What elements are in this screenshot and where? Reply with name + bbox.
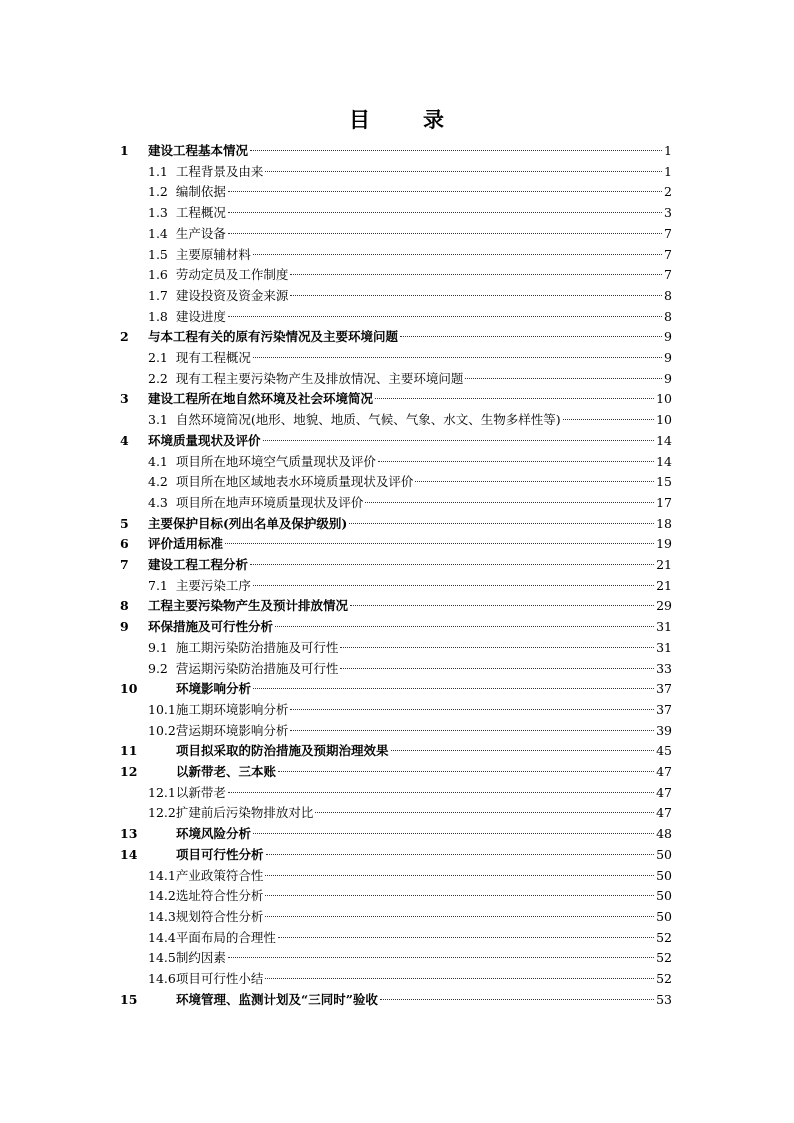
toc-entry-page: 48 [656, 826, 672, 842]
toc-entry[interactable] [0, 741, 794, 761]
title-char-1: 目 [349, 107, 371, 132]
toc-entry-label: 项目可行性小结 [175, 971, 264, 986]
toc-entry[interactable] [0, 990, 794, 1010]
toc-entry[interactable] [0, 700, 794, 720]
toc-entry[interactable] [0, 576, 794, 596]
toc-entry-number: 13 [120, 826, 138, 842]
toc-subentry-number: 10.2 [148, 722, 176, 738]
toc-entry-line [148, 576, 672, 596]
toc-entry-page: 50 [656, 867, 672, 883]
toc-subentry-number: 9.1 [148, 639, 168, 655]
toc-entry-page: 52 [656, 950, 672, 966]
toc-entry[interactable] [0, 307, 794, 327]
toc-entry-number: 2 [120, 329, 129, 345]
toc-subentry-number: 4.2 [148, 474, 168, 490]
toc-entry-label: 建设工程工程分析 [148, 557, 249, 572]
toc-entry-page: 18 [656, 515, 672, 531]
dot-leader [290, 730, 654, 731]
toc-entry-page: 50 [656, 888, 672, 904]
toc-subentry-number: 7.1 [148, 577, 168, 593]
toc-entry-label: 营运期污染防治措施及可行性 [175, 660, 339, 676]
toc-entry-label: 施工期污染防治措施及可行性 [175, 639, 339, 655]
dot-leader [265, 978, 654, 979]
toc-subentry-number: 1.1 [148, 163, 168, 179]
toc-entry-page: 52 [656, 971, 672, 986]
toc-entry-line [176, 679, 672, 699]
toc-entry-line [148, 721, 672, 741]
toc-entry-line [148, 182, 672, 202]
dot-leader [228, 233, 662, 234]
toc-entry[interactable] [0, 182, 794, 202]
toc-entry-number: 6 [120, 536, 129, 552]
dot-leader [275, 626, 654, 627]
toc-entry-line [148, 555, 672, 575]
toc-entry-line [148, 245, 672, 265]
toc-entry-label: 以新带老 [175, 784, 226, 800]
toc-entry-line [148, 369, 672, 389]
toc-entry-page: 1 [664, 143, 672, 158]
toc-entry-line [148, 928, 672, 948]
toc-entry-line [148, 534, 672, 554]
toc-entry-line [176, 824, 672, 844]
toc-entry-label: 环境影响分析 [176, 681, 252, 697]
toc-entry-line [148, 389, 672, 409]
toc-entry-line [148, 203, 672, 223]
toc-entry-page: 47 [656, 805, 672, 821]
toc-entry-line [148, 866, 672, 886]
toc-entry[interactable] [0, 472, 794, 492]
dot-leader [265, 895, 654, 896]
toc-entry-page: 10 [656, 412, 672, 428]
toc-entry[interactable] [0, 245, 794, 265]
dot-leader [340, 668, 654, 669]
dot-leader [266, 854, 655, 855]
toc-entry-label: 项目所在地区域地表水环境质量现状及评价 [175, 474, 414, 490]
dot-leader [228, 792, 654, 793]
toc-entry-label: 建设进度 [175, 308, 226, 324]
toc-entry-page: 7 [664, 225, 672, 241]
dot-leader [375, 398, 654, 399]
toc-entry-line [148, 327, 672, 347]
toc-entry[interactable] [0, 783, 794, 803]
toc-subentry-number: 4.3 [148, 494, 168, 510]
dot-leader [225, 543, 654, 544]
toc-entry-label: 与本工程有关的原有污染情况及主要环境问题 [148, 329, 399, 345]
toc-entry-line [148, 638, 672, 658]
toc-entry[interactable] [0, 948, 794, 968]
toc-entry-line [148, 969, 672, 989]
dot-leader [315, 812, 654, 813]
toc-entry-page: 29 [656, 598, 672, 614]
dot-leader [253, 254, 662, 255]
toc-entry-page: 21 [656, 577, 672, 593]
toc-entry-line [148, 493, 672, 513]
dot-leader [400, 336, 662, 337]
dot-leader [253, 833, 654, 834]
toc-entry-page: 50 [656, 846, 672, 862]
toc-subentry-number: 10.1 [148, 701, 176, 717]
toc-entry-number: 11 [120, 743, 138, 759]
toc-subentry-number: 3.1 [148, 412, 168, 428]
toc-subentry-number: 2.2 [148, 370, 168, 386]
toc-entry[interactable] [0, 803, 794, 823]
toc-entry-label: 现有工程主要污染物产生及排放情况、主要环境问题 [175, 370, 464, 386]
toc-entry-page: 47 [656, 764, 672, 779]
toc-subentry-number: 12.1 [148, 784, 176, 800]
toc-entry-label: 环保措施及可行性分析 [148, 619, 274, 635]
toc-entry[interactable] [0, 348, 794, 368]
toc-entry-label: 主要原辅材料 [175, 246, 251, 262]
toc-entry-page: 31 [656, 639, 672, 655]
toc-entry-number: 12 [120, 764, 138, 779]
toc-entry-page: 14 [656, 432, 672, 448]
toc-entry[interactable] [0, 410, 794, 430]
toc-entry-label: 编制依据 [175, 184, 226, 200]
toc-entry-line [148, 948, 672, 968]
toc-entry-line [148, 141, 672, 161]
dot-leader [228, 316, 662, 317]
toc-entry[interactable] [0, 721, 794, 741]
toc-entry-label: 生产设备 [175, 225, 226, 241]
toc-entry-line [148, 783, 672, 803]
toc-subentry-number: 1.5 [148, 246, 168, 262]
toc-entry-page: 37 [656, 701, 672, 717]
dot-leader [340, 647, 654, 648]
toc-entry-label: 劳动定员及工作制度 [175, 267, 289, 283]
toc-entry-number: 3 [120, 391, 129, 407]
toc-entry-line [148, 348, 672, 368]
toc-entry-page: 9 [664, 370, 672, 386]
toc-entry-label: 工程背景及由来 [175, 163, 264, 179]
toc-entry-label: 项目所在地声环境质量现状及评价 [175, 494, 364, 510]
dot-leader [563, 419, 654, 420]
toc-subentry-number: 1.8 [148, 308, 168, 324]
dot-leader [263, 440, 655, 441]
toc-entry-line [148, 265, 672, 285]
dot-leader [265, 171, 662, 172]
toc-entry-label: 产业政策符合性 [175, 867, 264, 883]
dot-leader [228, 957, 654, 958]
toc-entry-page: 3 [664, 205, 672, 221]
dot-leader [415, 481, 654, 482]
toc-entry[interactable] [0, 431, 794, 451]
toc-entry-line [176, 741, 672, 761]
toc-entry-label: 主要污染工序 [175, 577, 251, 593]
dot-leader [253, 585, 654, 586]
toc-entry-line [176, 762, 672, 782]
toc-entry-line [148, 162, 672, 182]
toc-subentry-number: 14.1 [148, 867, 176, 883]
toc-entry-page: 2 [664, 184, 672, 200]
toc-entry-number: 8 [120, 598, 129, 614]
toc-entry[interactable] [0, 969, 794, 989]
toc-entry-label: 施工期环境影响分析 [175, 701, 289, 717]
toc-entry-label: 评价适用标准 [148, 536, 224, 552]
toc-subentry-number: 9.2 [148, 660, 168, 676]
toc-entry-line [148, 886, 672, 906]
toc-entry-line [148, 286, 672, 306]
toc-entry[interactable] [0, 555, 794, 575]
toc-subentry-number: 1.7 [148, 287, 168, 303]
toc-entry-line [148, 452, 672, 472]
toc-entry-number: 15 [120, 991, 138, 1007]
dot-leader [349, 523, 654, 524]
toc-subentry-number: 12.2 [148, 805, 176, 821]
dot-leader [253, 688, 654, 689]
toc-entry[interactable] [0, 327, 794, 347]
toc-entry-label: 扩建前后污染物排放对比 [175, 805, 314, 821]
toc-entry[interactable] [0, 493, 794, 513]
toc-entry[interactable] [0, 141, 794, 161]
toc-entry[interactable] [0, 369, 794, 389]
toc-entry-page: 10 [656, 391, 672, 407]
toc-entry[interactable] [0, 534, 794, 554]
toc-entry-label: 主要保护目标(列出名单及保护级别) [148, 515, 348, 531]
toc-entry-label: 环境质量现状及评价 [148, 432, 261, 448]
toc-subentry-number: 14.6 [148, 971, 176, 986]
toc-entry-number: 9 [120, 619, 129, 635]
toc-entry[interactable] [0, 866, 794, 886]
dot-leader [250, 150, 662, 151]
dot-leader [290, 295, 662, 296]
toc-entry-page: 1 [664, 163, 672, 179]
dot-leader [350, 605, 654, 606]
toc-entry-line [148, 472, 672, 492]
toc-entry-label: 建设工程基本情况 [148, 143, 249, 158]
toc-subentry-number: 1.3 [148, 205, 168, 221]
toc-entry-line [148, 410, 672, 430]
toc-entry-number: 14 [120, 846, 138, 862]
toc-entry[interactable] [0, 907, 794, 927]
toc-entry[interactable] [0, 514, 794, 534]
toc-entry-page: 19 [656, 536, 672, 552]
toc-entry-line [148, 700, 672, 720]
toc-entry-line [148, 307, 672, 327]
toc-entry-label: 规划符合性分析 [175, 908, 264, 924]
toc-entry-page: 52 [656, 929, 672, 945]
toc-entry[interactable] [0, 286, 794, 306]
toc-entry-label: 以新带老、三本账 [176, 764, 277, 779]
toc-entry-page: 8 [664, 287, 672, 303]
toc-entry-page: 7 [664, 246, 672, 262]
toc-entry-label: 项目所在地环境空气质量现状及评价 [175, 453, 376, 469]
dot-leader [265, 875, 654, 876]
toc-entry[interactable] [0, 679, 794, 699]
toc-entry[interactable] [0, 845, 794, 865]
toc-subentry-number: 1.6 [148, 267, 168, 283]
dot-leader [228, 212, 662, 213]
toc-entry-line [148, 617, 672, 637]
toc-entry-line [176, 845, 672, 865]
dot-leader [265, 916, 654, 917]
dot-leader [365, 502, 654, 503]
toc-entry-label: 自然环境简况(地形、地貌、地质、气候、气象、水文、生物多样性等) [175, 412, 561, 428]
toc-entry-label: 工程主要污染物产生及预计排放情况 [148, 598, 349, 614]
toc-entry[interactable] [0, 886, 794, 906]
toc-entry-line [148, 224, 672, 244]
toc-entry[interactable] [0, 659, 794, 679]
toc-entry[interactable] [0, 762, 794, 782]
toc-subentry-number: 14.4 [148, 929, 176, 945]
toc-entry-page: 45 [656, 743, 672, 759]
toc-subentry-number: 14.5 [148, 950, 176, 966]
toc-entry-label: 工程概况 [175, 205, 226, 221]
toc-entry-label: 环境风险分析 [176, 826, 252, 842]
toc-entry-page: 14 [656, 453, 672, 469]
toc-subentry-number: 2.1 [148, 350, 168, 365]
toc-entry-page: 9 [664, 329, 672, 345]
toc-subentry-number: 14.3 [148, 908, 176, 924]
toc-entry-number: 7 [120, 557, 129, 572]
toc-entry-page: 17 [656, 494, 672, 510]
title-char-2: 录 [423, 107, 445, 132]
toc-entry[interactable] [0, 203, 794, 223]
toc-entry[interactable] [0, 452, 794, 472]
toc-entry-page: 47 [656, 784, 672, 800]
toc-entry-page: 37 [656, 681, 672, 697]
toc-entry-page: 7 [664, 267, 672, 283]
toc-entry-number: 4 [120, 432, 129, 448]
toc-entry-label: 营运期环境影响分析 [175, 722, 289, 738]
toc-entry-page: 39 [656, 722, 672, 738]
toc-entry-page: 9 [664, 350, 672, 365]
toc-entry[interactable] [0, 224, 794, 244]
toc-entry-number: 10 [120, 681, 138, 697]
toc-entry-page: 33 [656, 660, 672, 676]
toc-subentry-number: 1.2 [148, 184, 168, 200]
toc-entry[interactable] [0, 928, 794, 948]
toc-entry-label: 现有工程概况 [175, 350, 251, 365]
toc-entry-label: 项目拟采取的防治措施及预期治理效果 [176, 743, 389, 759]
dot-leader [391, 750, 655, 751]
dot-leader [253, 357, 662, 358]
toc-entry-line [148, 803, 672, 823]
toc-subentry-number: 4.1 [148, 453, 168, 469]
toc-entry-page: 53 [656, 991, 672, 1007]
toc-entry-page: 21 [656, 557, 672, 572]
toc-entry-number: 5 [120, 515, 129, 531]
dot-leader [250, 564, 654, 565]
toc-entry-page: 8 [664, 308, 672, 324]
toc-entry-line [148, 907, 672, 927]
toc-entry-line [148, 514, 672, 534]
toc-subentry-number: 14.2 [148, 888, 176, 904]
dot-leader [378, 461, 654, 462]
toc-entry-line [148, 659, 672, 679]
toc-entry-label: 建设投资及资金来源 [175, 287, 289, 303]
toc-entry-number: 1 [120, 143, 129, 158]
toc-entry[interactable] [0, 824, 794, 844]
toc-entry-label: 建设工程所在地自然环境及社会环境简况 [148, 391, 374, 407]
toc-entry-line [148, 431, 672, 451]
page-title [0, 104, 794, 134]
toc-entry-label: 制约因素 [175, 950, 226, 966]
toc-entry-page: 31 [656, 619, 672, 635]
toc-entry-label: 平面布局的合理性 [175, 929, 276, 945]
toc-entry[interactable] [0, 265, 794, 285]
toc-subentry-number: 1.4 [148, 225, 168, 241]
dot-leader [228, 191, 662, 192]
toc-entry-page: 15 [656, 474, 672, 490]
toc-entry[interactable] [0, 596, 794, 616]
toc-entry[interactable] [0, 638, 794, 658]
toc-entry-label: 环境管理、监测计划及“三同时”验收 [176, 991, 378, 1007]
dot-leader [290, 274, 662, 275]
toc-entry-line [148, 596, 672, 616]
toc-entry[interactable] [0, 389, 794, 409]
toc-entry[interactable] [0, 162, 794, 182]
toc-entry[interactable] [0, 617, 794, 637]
dot-leader [380, 999, 654, 1000]
toc-entry-line [176, 990, 672, 1010]
dot-leader [278, 937, 654, 938]
toc-entry-page: 50 [656, 908, 672, 924]
dot-leader [290, 709, 654, 710]
toc-entry-label: 选址符合性分析 [175, 888, 264, 904]
toc-entry-label: 项目可行性分析 [176, 846, 264, 862]
dot-leader [465, 378, 662, 379]
dot-leader [278, 771, 654, 772]
